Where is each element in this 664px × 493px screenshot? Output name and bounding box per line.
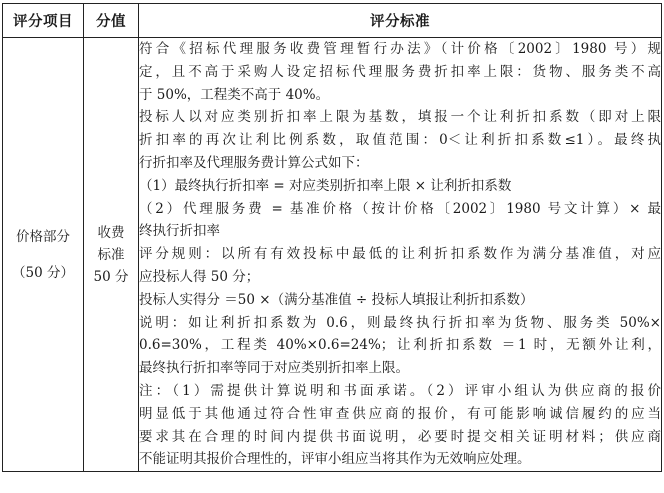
- score-line-3: 50 分: [93, 268, 129, 285]
- header-score: 分值: [84, 4, 139, 38]
- score-line-2: 标准: [97, 246, 125, 263]
- criteria-line: （2）代理服务费 = 基准价格（按计价格〔2002〕1980 号文计算）× 最: [139, 200, 661, 217]
- criteria-line: 投标人以对应类别折扣率上限为基数，填报一个让利折扣系数（即对上限: [139, 109, 661, 126]
- criteria-line: 最终执行折扣率等同于对应类别折扣率上限。: [139, 360, 409, 377]
- criteria-line: 注：（1）需提供计算说明和书面承诺。（2）评审小组认为供应商的报价: [139, 382, 661, 399]
- item-name: 价格部分: [16, 228, 70, 245]
- evaluation-table: [2, 3, 662, 472]
- header-criteria: 评分标准: [139, 4, 662, 38]
- criteria-line: 折扣率的再次让利比例系数，取值范围：0＜让利折扣系数≤1）。最终执: [139, 132, 661, 149]
- criteria-line: 符合《招标代理服务收费管理暂行办法》（计价格〔2002〕1980 号）规: [139, 41, 661, 57]
- criteria-line: 要求其在合理的时间内提供书面说明，必要时提交相关证明材料；供应商: [139, 428, 661, 445]
- score-cell: [84, 38, 139, 472]
- criteria-cell: [139, 38, 662, 472]
- criteria-line: 应投标人得 50 分；: [139, 268, 260, 285]
- header-item: 评分项目: [3, 4, 84, 38]
- table-header-row: [3, 4, 662, 38]
- criteria-line: 明显低于其他通过符合性审查供应商的报价，有可能影响诚信履约的应当: [139, 405, 661, 422]
- table-row: [3, 38, 662, 472]
- criteria-line: 不能证明其报价合理性的，评审小组应当将其作为无效响应处理。: [139, 451, 531, 468]
- criteria-line: 0.6=30%，工程类 40%×0.6=24%；让利折扣系数 ＝1 时，无额外让利，: [139, 337, 661, 354]
- criteria-line: 定，且不高于采购人设定招标代理服务费折扣率上限：货物、服务类不高: [139, 63, 661, 80]
- criteria-line: 于 50%，工程类不高于 40%。: [139, 86, 330, 103]
- criteria-line: 投标人实得分 ＝50 ×（满分基准值 ÷ 投标人填报让利折扣系数）: [139, 291, 534, 308]
- criteria-line: 说明：如让利折扣系数为 0.6，则最终执行折扣率为货物、服务类 50%×: [139, 314, 661, 331]
- item-cell: [3, 38, 84, 472]
- score-line-1: 收费: [97, 224, 125, 241]
- criteria-line: （1）最终执行折扣率 = 对应类别折扣率上限 × 让利折扣系数: [139, 177, 512, 194]
- item-points: （50 分）: [12, 264, 74, 281]
- criteria-line: 终执行折扣率: [139, 223, 220, 240]
- criteria-line: 行折扣率及代理服务费计算公式如下：: [139, 154, 369, 171]
- criteria-line: 评分规则：以所有有效投标中最低的让利折扣系数作为满分基准值，对应: [139, 246, 661, 263]
